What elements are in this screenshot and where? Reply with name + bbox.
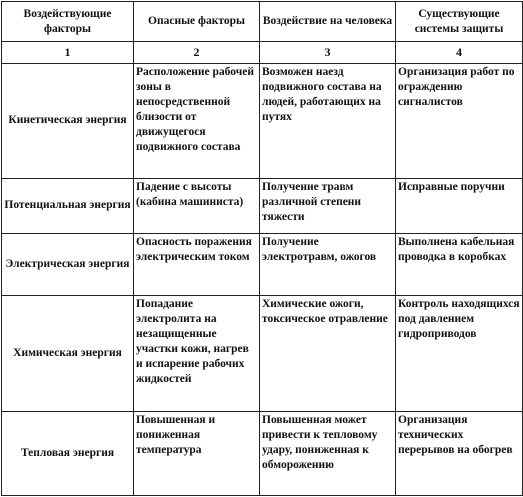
impact-cell: Получение травм различной степени тяжести bbox=[260, 179, 396, 234]
protection-cell: Выполнена кабельная проводка в коробках bbox=[396, 233, 523, 296]
column-number: 1 bbox=[2, 42, 134, 64]
table-row bbox=[2, 411, 523, 495]
factor-cell: Химическая энергия bbox=[2, 296, 134, 411]
hazard-cell: Расположение рабочей зоны в непосредственной близости от движущегося подвижного состава bbox=[134, 63, 260, 178]
column-numbers-row bbox=[2, 42, 523, 64]
column-number: 2 bbox=[134, 42, 260, 64]
column-number: 4 bbox=[396, 42, 523, 64]
hazard-cell: Попадание электролита на незащищенные участки кожи, нагрев и испарение рабочих жидкостей bbox=[134, 296, 260, 411]
table-row bbox=[2, 63, 523, 178]
header-hazards: Опасные факторы bbox=[134, 2, 260, 42]
impact-cell: Возможен наезд подвижного состава на людей, работающих на путях bbox=[260, 63, 396, 178]
hazard-cell: Опасность поражения электрическим током bbox=[134, 233, 260, 296]
table-header-row bbox=[2, 2, 523, 42]
column-number: 3 bbox=[260, 42, 396, 64]
table-row bbox=[2, 233, 523, 296]
header-factors: Воздействующие факторы bbox=[2, 2, 134, 42]
hazard-factors-table bbox=[1, 1, 523, 496]
table-row bbox=[2, 179, 523, 234]
header-impact: Воздействие на человека bbox=[260, 2, 396, 42]
factor-cell: Кинетическая энергия bbox=[2, 63, 134, 178]
header-protection: Существующие системы защиты bbox=[396, 2, 523, 42]
impact-cell: Химические ожоги, токсическое отравление bbox=[260, 296, 396, 411]
impact-cell: Получение электротравм, ожогов bbox=[260, 233, 396, 296]
factor-cell: Тепловая энергия bbox=[2, 411, 134, 495]
protection-cell: Исправные поручни bbox=[396, 179, 523, 234]
impact-cell: Повышенная может привести к тепловому удару, пониженная к обморожению bbox=[260, 411, 396, 495]
factor-cell: Потенциальная энергия bbox=[2, 179, 134, 234]
protection-cell: Организация технических перерывов на обогрев bbox=[396, 411, 523, 495]
factor-cell: Электрическая энергия bbox=[2, 233, 134, 296]
hazard-cell: Падение с высоты (кабина машиниста) bbox=[134, 179, 260, 234]
protection-cell: Организация работ по ограждению сигналистов bbox=[396, 63, 523, 178]
hazard-cell: Повышенная и пониженная температура bbox=[134, 411, 260, 495]
protection-cell: Контроль находящихся под давлением гидроприводов bbox=[396, 296, 523, 411]
table-row bbox=[2, 296, 523, 411]
